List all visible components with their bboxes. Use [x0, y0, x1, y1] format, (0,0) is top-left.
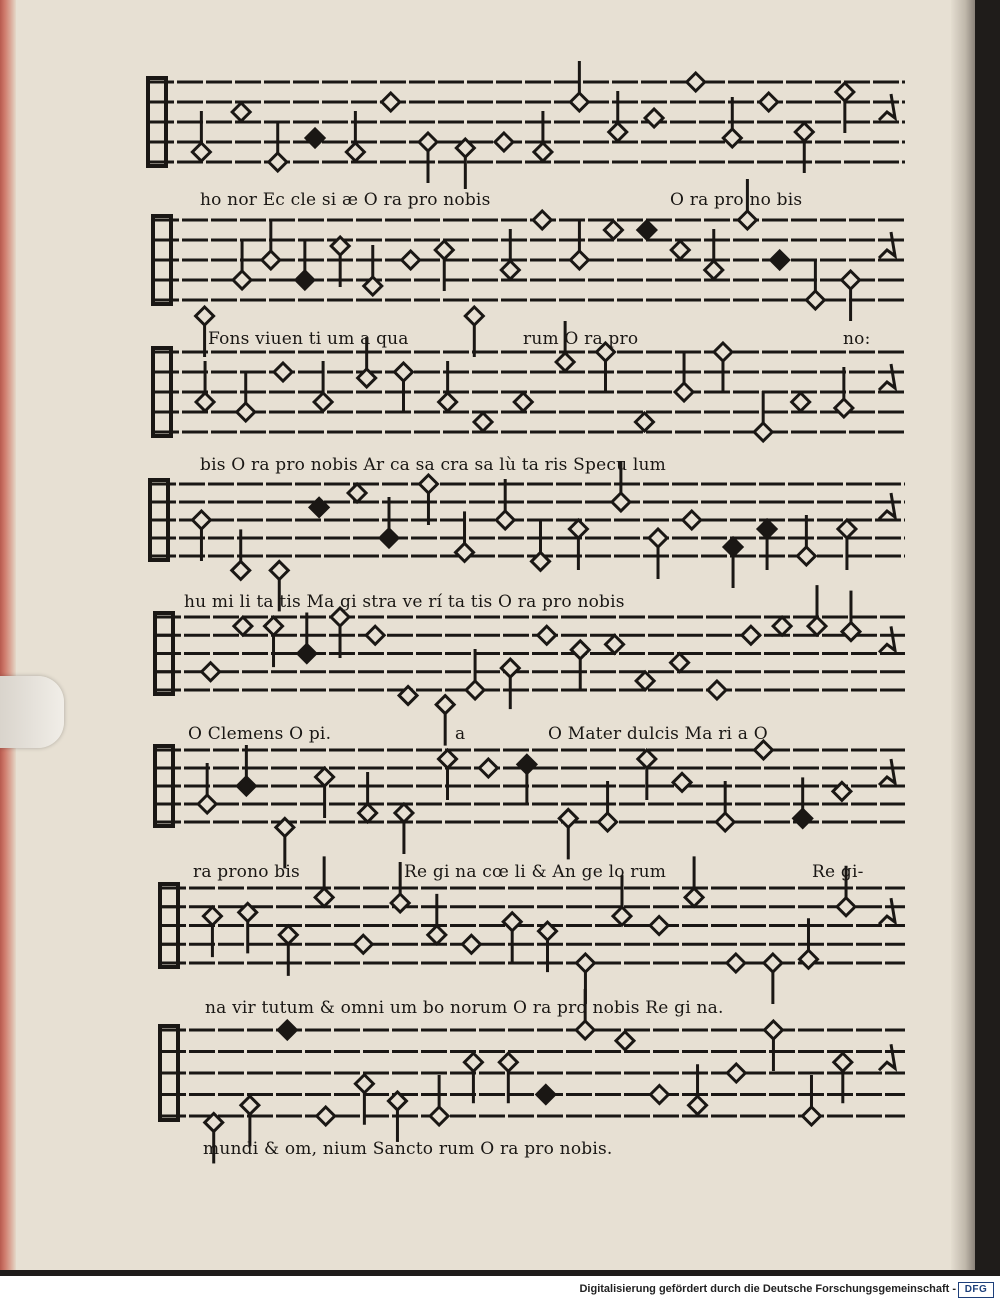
lyric-segment: a: [455, 724, 466, 744]
note-head: [382, 93, 400, 111]
lyric-segment: Re gi na cœ li & An ge lo rum: [404, 862, 667, 882]
note-head: [723, 129, 741, 147]
lyric-line-7: [0, 998, 975, 1058]
lyric-segment: O Mater dulcis Ma ri a O: [548, 724, 768, 744]
lyric-line-3: [0, 455, 975, 515]
note-head: [196, 307, 214, 325]
note-head: [419, 133, 437, 151]
lyric-segment: O ra pro no bis: [670, 190, 803, 210]
lyric-line-6: [0, 862, 975, 962]
note-head: [797, 547, 815, 565]
note-head: [795, 123, 813, 141]
lyric-line-1: [0, 190, 975, 270]
lyric-segment: hu mi li ta tis Ma gi stra ve rí ta tis O ra pro nobis: [184, 592, 625, 612]
note-head: [232, 103, 250, 121]
note-head: [649, 529, 667, 547]
note-head: [296, 271, 314, 289]
lyric-line-4: [0, 592, 975, 652]
custos-mark: [879, 94, 895, 120]
note-head: [241, 1096, 259, 1114]
lyric-segment: O Clemens O pi.: [188, 724, 332, 744]
note-head: [758, 520, 776, 538]
note-head: [466, 681, 484, 699]
note-head: [233, 271, 251, 289]
note-head: [570, 93, 588, 111]
note-head: [636, 672, 654, 690]
note-head: [802, 1107, 820, 1125]
lyric-segment: Fons viuen ti um a qua: [208, 329, 409, 349]
note-head: [689, 1096, 707, 1114]
note-head: [671, 654, 689, 672]
lyric-segment: ra prono bis: [193, 862, 300, 882]
note-head: [842, 271, 860, 289]
note-head: [232, 561, 250, 579]
note-head: [534, 143, 552, 161]
note-head: [838, 520, 856, 538]
note-head: [760, 93, 778, 111]
note-head: [537, 1086, 555, 1104]
note-head: [380, 529, 398, 547]
note-head: [836, 83, 854, 101]
note-head: [430, 1107, 448, 1125]
note-head: [456, 543, 474, 561]
lyric-line-8: [0, 1139, 975, 1199]
lyric-segment: no:: [843, 329, 871, 349]
note-head: [317, 1107, 335, 1125]
note-head: [806, 291, 824, 309]
note-head: [202, 663, 220, 681]
note-head: [724, 538, 742, 556]
note-head: [650, 1086, 668, 1104]
lyric-segment: ho nor Ec cle si æ O ra pro nobis: [200, 190, 491, 210]
note-head: [569, 520, 587, 538]
note-head: [269, 153, 287, 171]
note-head: [192, 143, 210, 161]
lyric-segment: rum O ra pro: [523, 329, 639, 349]
note-head: [609, 123, 627, 141]
lyric-line-5: [0, 724, 975, 824]
lyric-line-2: [0, 329, 975, 429]
note-head: [645, 109, 663, 127]
note-head: [708, 681, 726, 699]
footer-bar: [0, 1276, 1000, 1303]
note-head: [346, 143, 364, 161]
lyric-segment: bis O ra pro nobis Ar ca sa cra sa lù ta ris Specu lum: [200, 455, 666, 475]
lyric-segment: mundi & om, nium Sancto rum O ra pro nobis.: [203, 1139, 613, 1159]
dfg-logo: DFG: [958, 1282, 994, 1298]
note-head: [495, 133, 513, 151]
note-head: [465, 307, 483, 325]
note-head: [501, 659, 519, 677]
note-head: [727, 1064, 745, 1082]
lyric-segment: Re gi-: [812, 862, 864, 882]
lyric-segment: na vir tutum & omni um bo norum O ra pro nobis Re gi na.: [205, 998, 724, 1018]
note-head: [270, 561, 288, 579]
note-head: [355, 1075, 373, 1093]
note-head: [306, 129, 324, 147]
note-head: [687, 73, 705, 91]
funding-credit: Digitalisierung gefördert durch die Deutsche Forschungsgemeinschaft -: [579, 1283, 956, 1295]
note-head: [436, 696, 454, 714]
